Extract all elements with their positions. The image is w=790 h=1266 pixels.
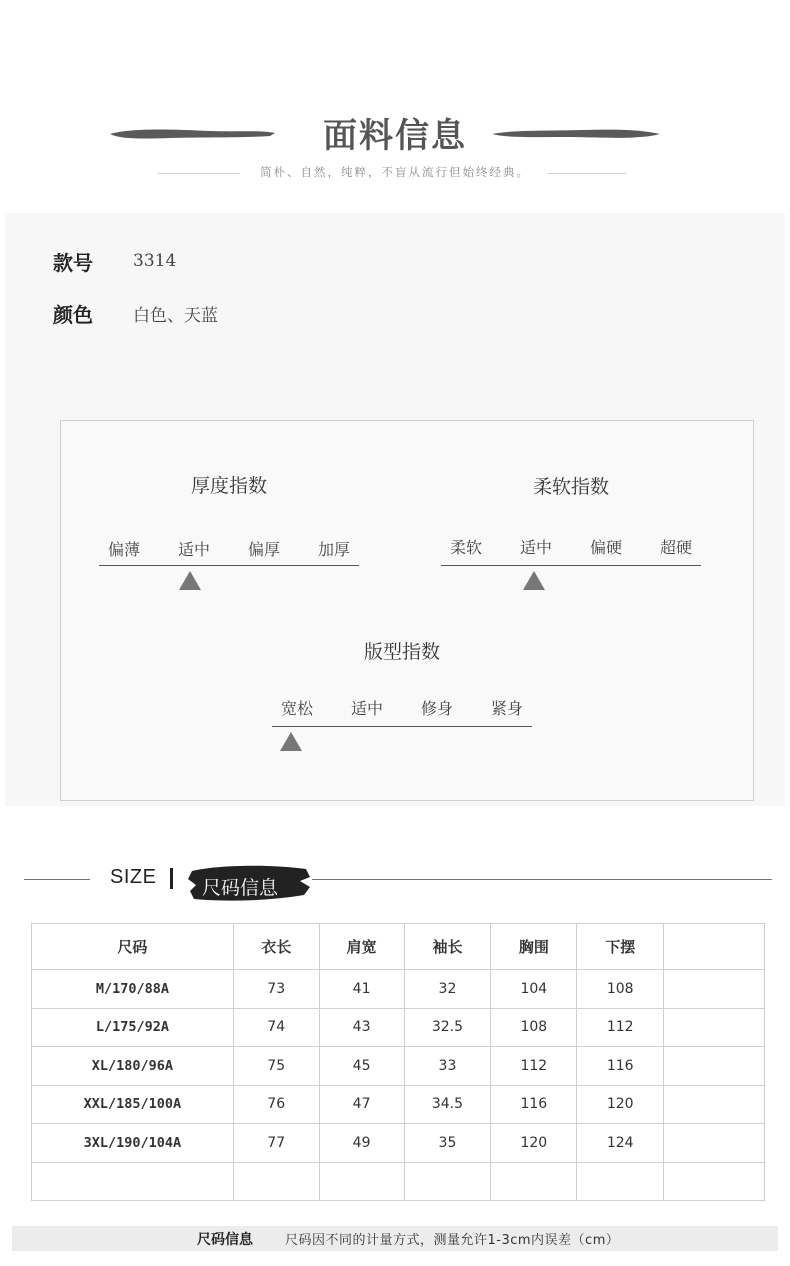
size-table [31, 923, 765, 1201]
table-cell: 32.5 [404, 1008, 491, 1047]
softness-index-title: 柔软指数 [532, 476, 609, 498]
style-number-label: 款号 [53, 250, 93, 275]
softness-option-extra-firm: 超硬 [659, 538, 692, 557]
table-cell: 116 [577, 1047, 664, 1086]
table-cell: 112 [577, 1008, 664, 1047]
table-cell [233, 1162, 319, 1201]
table-cell: 35 [404, 1124, 491, 1163]
table-cell: 120 [577, 1085, 664, 1124]
fit-option-slim: 修身 [420, 699, 453, 718]
table-cell [664, 1162, 765, 1201]
table-row [32, 1008, 765, 1047]
header-length: 衣长 [233, 924, 319, 970]
fabric-info-title: 面料信息 [323, 116, 467, 156]
thickness-option-extra-thick: 加厚 [317, 540, 350, 559]
header-empty [664, 924, 765, 970]
softness-option-medium: 适中 [519, 538, 552, 557]
thickness-index-title: 厚度指数 [190, 475, 267, 497]
header-hem: 下摆 [577, 924, 664, 970]
table-cell: M/170/88A [32, 970, 234, 1009]
table-row [32, 1047, 765, 1086]
table-cell: 104 [491, 970, 577, 1009]
fit-index-title: 版型指数 [363, 641, 440, 663]
thickness-options [99, 537, 359, 560]
table-cell [664, 1008, 765, 1047]
fabric-index-box [60, 420, 754, 801]
table-cell [32, 1162, 234, 1201]
header-size: 尺码 [32, 924, 234, 970]
thickness-scale-line [99, 565, 359, 566]
table-cell: XXL/185/100A [32, 1085, 234, 1124]
softness-scale-line [441, 565, 701, 566]
subtitle-text: 简朴、自然，纯粹，不盲从流行但始终经典。 [260, 165, 530, 179]
table-row [32, 970, 765, 1009]
table-cell: 77 [233, 1124, 319, 1163]
size-divider-right [312, 879, 772, 880]
fit-option-regular: 适中 [350, 699, 383, 718]
size-heading-cn: 尺码信息 [202, 877, 279, 899]
fit-scale-line [272, 726, 532, 727]
color-label: 颜色 [53, 302, 93, 327]
thickness-option-thick: 偏厚 [247, 540, 280, 559]
header-sleeve: 袖长 [404, 924, 491, 970]
table-cell [664, 1124, 765, 1163]
softness-option-firm: 偏硬 [589, 538, 622, 557]
table-cell: 33 [404, 1047, 491, 1086]
table-row [32, 1162, 765, 1201]
table-cell: 32 [404, 970, 491, 1009]
subtitle-row [0, 164, 790, 184]
table-cell: 124 [577, 1124, 664, 1163]
table-cell: 49 [319, 1124, 404, 1163]
fit-options [272, 696, 532, 719]
table-cell [664, 970, 765, 1009]
fit-option-loose: 宽松 [280, 699, 313, 718]
thickness-marker-icon [179, 571, 201, 590]
table-cell [319, 1162, 404, 1201]
fit-option-tight: 紧身 [490, 699, 523, 718]
size-note-footer [12, 1226, 778, 1251]
table-cell: 120 [491, 1124, 577, 1163]
thickness-option-thin: 偏薄 [107, 540, 140, 559]
table-cell: 34.5 [404, 1085, 491, 1124]
size-divider-left [24, 879, 90, 880]
table-cell: L/175/92A [32, 1008, 234, 1047]
size-heading-separator [170, 868, 173, 889]
table-cell: 108 [577, 970, 664, 1009]
table-cell [577, 1162, 664, 1201]
subtitle-divider-right [548, 173, 626, 174]
table-cell: 3XL/190/104A [32, 1124, 234, 1163]
color-row [53, 298, 218, 328]
table-cell: 76 [233, 1085, 319, 1124]
softness-option-soft: 柔软 [449, 538, 482, 557]
table-cell: 116 [491, 1085, 577, 1124]
thickness-option-medium: 适中 [177, 540, 210, 559]
size-heading-en: SIZE [110, 866, 157, 888]
table-cell: 43 [319, 1008, 404, 1047]
table-cell [491, 1162, 577, 1201]
footer-note: 尺码因不同的计量方式，测量允许1-3cm内误差（cm） [285, 1233, 620, 1248]
style-number-row [53, 246, 176, 276]
style-number-value: 3314 [133, 251, 177, 271]
table-cell [664, 1085, 765, 1124]
header-chest: 胸围 [491, 924, 577, 970]
table-cell: 74 [233, 1008, 319, 1047]
table-cell: XL/180/96A [32, 1047, 234, 1086]
table-cell: 108 [491, 1008, 577, 1047]
table-cell [404, 1162, 491, 1201]
header-shoulder: 肩宽 [319, 924, 404, 970]
table-cell [664, 1047, 765, 1086]
table-cell: 45 [319, 1047, 404, 1086]
table-cell: 47 [319, 1085, 404, 1124]
fit-marker-icon [280, 732, 302, 751]
table-row [32, 1124, 765, 1163]
table-cell: 73 [233, 970, 319, 1009]
size-table-header-row [32, 924, 765, 970]
table-cell: 112 [491, 1047, 577, 1086]
table-cell: 75 [233, 1047, 319, 1086]
footer-label: 尺码信息 [197, 1231, 253, 1248]
color-value: 白色、天蓝 [133, 305, 218, 326]
table-row [32, 1085, 765, 1124]
softness-options [441, 535, 701, 558]
softness-marker-icon [523, 571, 545, 590]
table-cell: 41 [319, 970, 404, 1009]
